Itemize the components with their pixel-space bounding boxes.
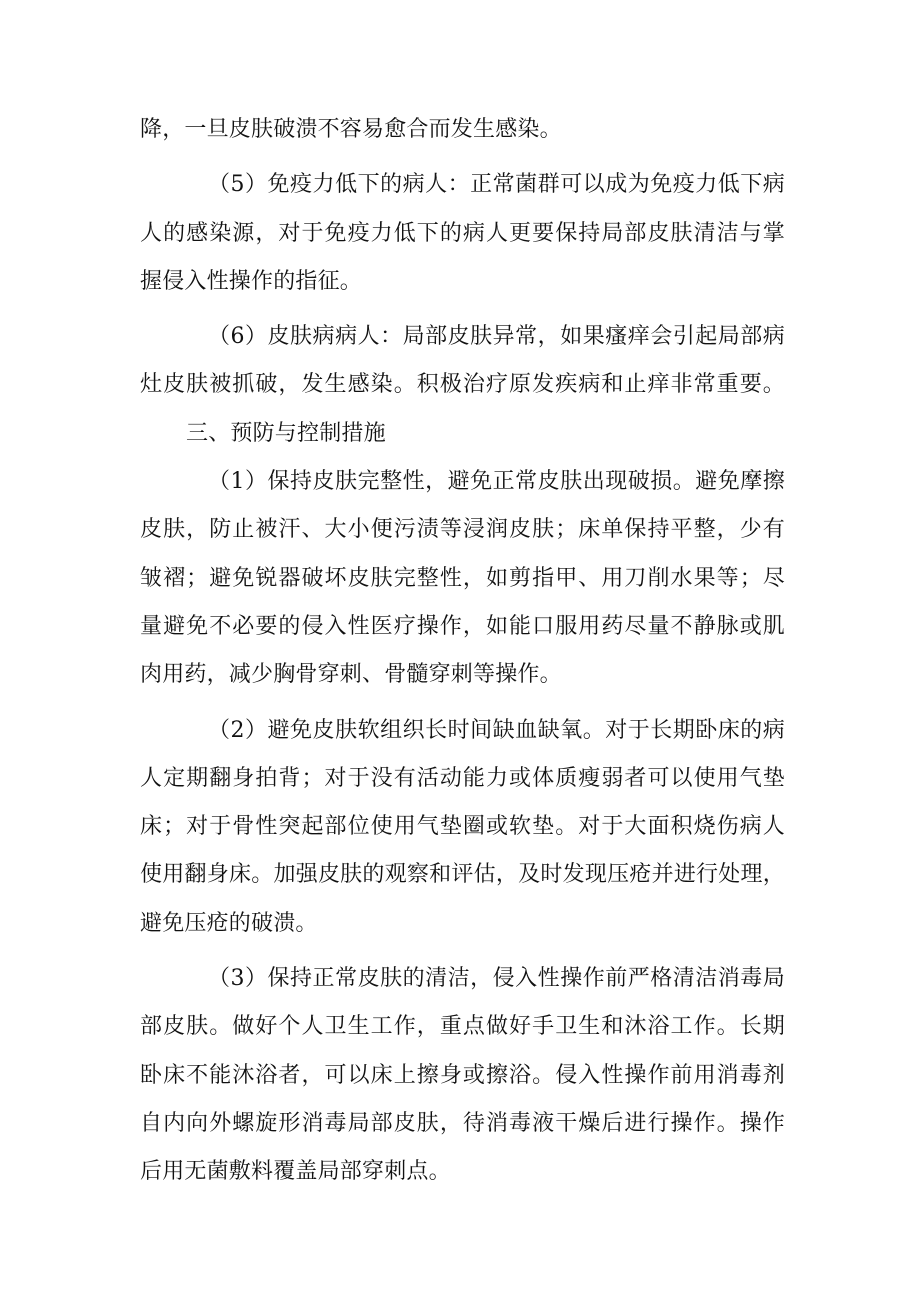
text-line: （2）避免皮肤软组织长时间缺血缺氧。对于长期卧床的病 (208, 717, 785, 743)
text-line: 量避免不必要的侵入性医疗操作，如能口服用药尽量不静脉或肌 (140, 613, 785, 639)
paragraph-gap (140, 306, 785, 313)
paragraph-gap (140, 948, 785, 955)
text-line: 皮肤，防止被汗、大小便污渍等浸润皮肤；床单保持平整，少有 (140, 517, 785, 543)
text-line: 人的感染源，对于免疫力低下的病人更要保持局部皮肤清洁与掌 (140, 220, 785, 246)
text-line: （1）保持皮肤完整性，避免正常皮肤出现破损。避免摩擦 (208, 469, 785, 495)
paragraph-gap (140, 700, 785, 707)
text-line: （6）皮肤病病人：局部皮肤异常，如果瘙痒会引起局部病 (208, 324, 785, 350)
text-line: 灶皮肤被抓破，发生感染。积极治疗原发疾病和止痒非常重要。 (140, 372, 785, 398)
text-line: 握侵入性操作的指征。 (140, 268, 363, 294)
text-line: 降，一旦皮肤破溃不容易愈合而发生感染。 (140, 117, 562, 142)
text-line: 后用无菌敷料覆盖局部穿刺点。 (140, 1159, 451, 1185)
text-line: 自内向外螺旋形消毒局部皮肤，待消毒液干燥后进行操作。操作 (140, 1110, 785, 1136)
text-line: 肉用药，减少胸骨穿刺、骨髓穿刺等操作。 (140, 662, 562, 688)
text-line: （3）保持正常皮肤的清洁，侵入性操作前严格清洁消毒局 (208, 966, 785, 992)
text-line: 皱褶；避免锐器破坏皮肤完整性，如剪指甲、用刀削水果等；尽 (140, 565, 785, 591)
document-body (140, 106, 785, 1197)
text-line: 避免压疮的破溃。 (140, 910, 318, 936)
text-line: 床；对于骨性突起部位使用气垫圈或软垫。对于大面积烧伤病人 (140, 814, 785, 840)
paragraph-gap (140, 154, 785, 161)
text-line: （5）免疫力低下的病人：正常菌群可以成为免疫力低下病 (208, 172, 785, 198)
section-heading: 三、预防与控制措施 (186, 420, 386, 446)
text-line: 人定期翻身拍背；对于没有活动能力或体质瘦弱者可以使用气垫 (140, 765, 785, 791)
text-line: 部皮肤。做好个人卫生工作，重点做好手卫生和沐浴工作。长期 (140, 1014, 785, 1040)
text-line: 卧床不能沐浴者，可以床上擦身或擦浴。侵入性操作前用消毒剂 (140, 1062, 785, 1088)
text-line: 使用翻身床。加强皮肤的观察和评估，及时发现压疮并进行处理， (140, 862, 785, 888)
